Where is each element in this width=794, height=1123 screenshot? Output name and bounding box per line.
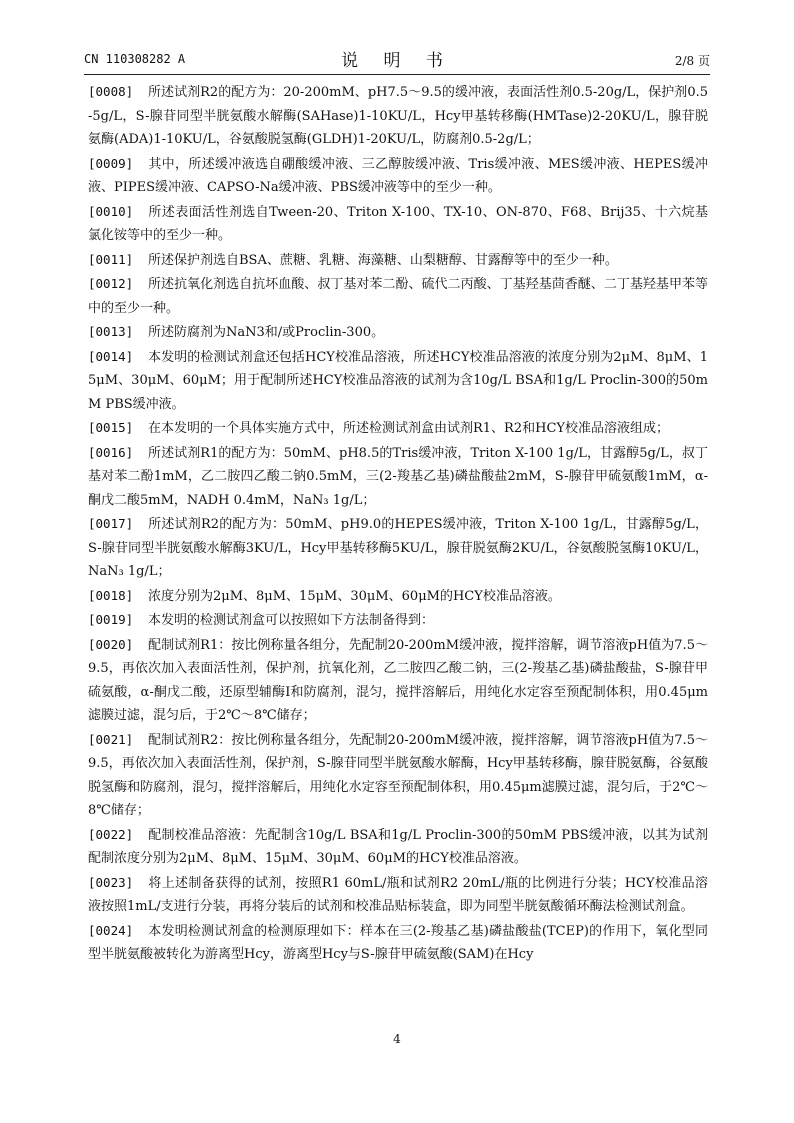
paragraph-number: [0016] xyxy=(88,444,134,460)
paragraph-text: 所述表面活性剂选自Tween-20、Triton X-100、TX-10、ON-870、F68、Brij35、十六烷基氯化铵等中的至少一种。 xyxy=(88,204,708,243)
paragraph-0009 xyxy=(88,152,708,200)
paragraph-text: 所述试剂R2的配方为：50mM、pH9.0的HEPES缓冲液，Triton X-100 1g/L，甘露醇5g/L，S-腺苷同型半胱氨酸水解酶3KU/L，Hcy甲基转移酶5KU/L，腺苷脱氨酶2KU/L，谷氨酸脱氢酶10KU/L，NaN₃ 1g/L； xyxy=(88,517,708,579)
paragraph-text: 本发明的检测试剂盒还包括HCY校准品溶液，所述HCY校准品溶液的浓度分别为2μM、8μM、15μM、30μM、60μM；用于配制所述HCY校准品溶液的试剂为含10g/L BSA和1g/L Proclin-300的50mM PBS缓冲液。 xyxy=(88,349,708,412)
paragraph-text: 配制试剂R2：按比例称量各组分，先配制20-200mM缓冲液，搅拌溶解，调节溶液pH值为7.5～9.5，再依次加入表面活性剂，保护剂，S-腺苷同型半胱氨酸水解酶，Hcy甲基转移酶，腺苷脱氨酶，谷氨酸脱氢酶和防腐剂，混匀，搅拌溶解后，用纯化水定容至预配制体积，用0.45μm滤膜过滤，混匀后，于2℃～8℃储存； xyxy=(88,732,708,818)
paragraph-0011 xyxy=(88,248,708,273)
paragraph-0022 xyxy=(88,823,708,871)
paragraph-0012 xyxy=(88,272,708,320)
paragraph-0019 xyxy=(88,608,708,633)
paragraph-0014 xyxy=(88,345,708,417)
document-title: 说 明 书 xyxy=(341,51,453,71)
paragraph-text: 配制校准品溶液：先配制含10g/L BSA和1g/L Proclin-300的50mM PBS缓冲液，以其为试剂配制浓度分别为2μM、8μM、15μM、30μM、60μM的HCY校准品溶液。 xyxy=(88,827,708,866)
paragraph-0021 xyxy=(88,728,708,823)
paragraph-0018 xyxy=(88,584,708,609)
paragraph-text: 所述保护剂选自BSA、蔗糖、乳糖、海藻糖、山梨糖醇、甘露醇等中的至少一种。 xyxy=(148,252,618,268)
paragraph-number: [0015] xyxy=(88,420,134,435)
paragraph-number: [0008] xyxy=(88,84,134,99)
paragraph-0008 xyxy=(88,80,708,152)
paragraph-number: [0017] xyxy=(88,516,134,531)
paragraph-text: 所述试剂R2的配方为：20-200mM、pH7.5～9.5的缓冲液，表面活性剂0.5-20g/L，保护剂0.5-5g/L，S-腺苷同型半胱氨酸水解酶(SAHase)1-10KU/L，Hcy甲基转移酶(HMTase)2-20KU/L，腺苷脱氨酶(ADA)1-10KU/L，谷氨酸脱氢酶(GLDH)1-20KU/L，防腐剂0.5-2g/L； xyxy=(88,85,708,147)
paragraph-text: 将上述制备获得的试剂，按照R1 60mL/瓶和试剂R2 20mL/瓶的比例进行分装；HCY校准品溶液按照1mL/支进行分装，再将分装后的试剂和校准品贴标装盒，即为同型半胱氨酸循环酶法检测试剂盒。 xyxy=(88,875,708,914)
paragraph-text: 所述试剂R1的配方为：50mM、pH8.5的Tris缓冲液，Triton X-100 1g/L，甘露醇5g/L，叔丁基对苯二酚1mM，乙二胺四乙酸二钠0.5mM，三(2-羧基乙基)磷盐酸盐2mM，S-腺苷甲硫氨酸1mM，α-酮戊二酸5mM，NADH 0.4mM，NaN₃ 1g/L； xyxy=(88,445,708,508)
page-number: 4 xyxy=(393,1032,401,1046)
paragraph-text: 所述防腐剂为NaN3和/或Proclin-300。 xyxy=(148,325,385,340)
page-indicator: 2/8 页 xyxy=(674,54,710,68)
paragraph-number: [0022] xyxy=(88,826,134,842)
paragraph-0015 xyxy=(88,416,708,441)
paragraph-text: 其中，所述缓冲液选自硼酸缓冲液、三乙醇胺缓冲液、Tris缓冲液、MES缓冲液、HEPES缓冲液、PIPES缓冲液、CAPSO-Na缓冲液、PBS缓冲液等中的至少一种。 xyxy=(88,156,708,195)
paragraph-number: [0012] xyxy=(88,276,134,291)
paragraph-text: 本发明检测试剂盒的检测原理如下：样本在三(2-羧基乙基)磷盐酸盐(TCEP)的作用下，氧化型同型半胱氨酸被转化为游离型Hcy，游离型Hcy与S-腺苷甲硫氨酸(SAM)在Hcy xyxy=(88,923,708,962)
paragraph-0017 xyxy=(88,512,708,584)
paragraph-number: [0009] xyxy=(88,155,134,171)
paragraph-0024 xyxy=(88,919,708,967)
paragraph-number: [0011] xyxy=(88,251,134,267)
paragraph-number: [0010] xyxy=(88,203,134,219)
document-body xyxy=(88,80,708,967)
paragraph-number: [0021] xyxy=(88,731,134,747)
document-number: CN 110308282 A xyxy=(84,52,186,66)
paragraph-number: [0019] xyxy=(88,612,134,627)
page-header xyxy=(84,46,710,70)
paragraph-0020 xyxy=(88,633,708,728)
header-divider xyxy=(84,74,710,75)
paragraph-text: 浓度分别为2μM、8μM、15μM、30μM、60μM的HCY校准品溶液。 xyxy=(148,588,561,604)
paragraph-text: 本发明的检测试剂盒可以按照如下方法制备得到： xyxy=(148,613,435,628)
paragraph-text: 在本发明的一个具体实施方式中，所述检测试剂盒由试剂R1、R2和HCY校准品溶液组成； xyxy=(148,421,669,436)
paragraph-number: [0023] xyxy=(88,874,134,890)
paragraph-text: 配制试剂R1：按比例称量各组分，先配制20-200mM缓冲液，搅拌溶解，调节溶液pH值为7.5～9.5，再依次加入表面活性剂，保护剂，抗氧化剂，乙二胺四乙酸二钠，三(2-羧基乙基)磷盐酸盐，S-腺苷甲硫氨酸，α-酮戊二酸，还原型辅酶I和防腐剂，混匀，搅拌溶解后，用纯化水定容至预配制体积，用0.45μm滤膜过滤，混匀后，于2℃～8℃储存； xyxy=(88,637,708,723)
paragraph-0013 xyxy=(88,320,708,345)
paragraph-number: [0020] xyxy=(88,636,134,652)
paragraph-0023 xyxy=(88,871,708,919)
paragraph-0016 xyxy=(88,441,708,513)
paragraph-number: [0013] xyxy=(88,324,134,339)
paragraph-0010 xyxy=(88,200,708,248)
paragraph-number: [0018] xyxy=(88,587,134,603)
paragraph-number: [0014] xyxy=(88,348,134,364)
paragraph-text: 所述抗氧化剂选自抗坏血酸、叔丁基对苯二酚、硫代二丙酸、丁基羟基茴香醚、二丁基羟基甲苯等中的至少一种。 xyxy=(88,277,708,316)
paragraph-number: [0024] xyxy=(88,922,134,938)
